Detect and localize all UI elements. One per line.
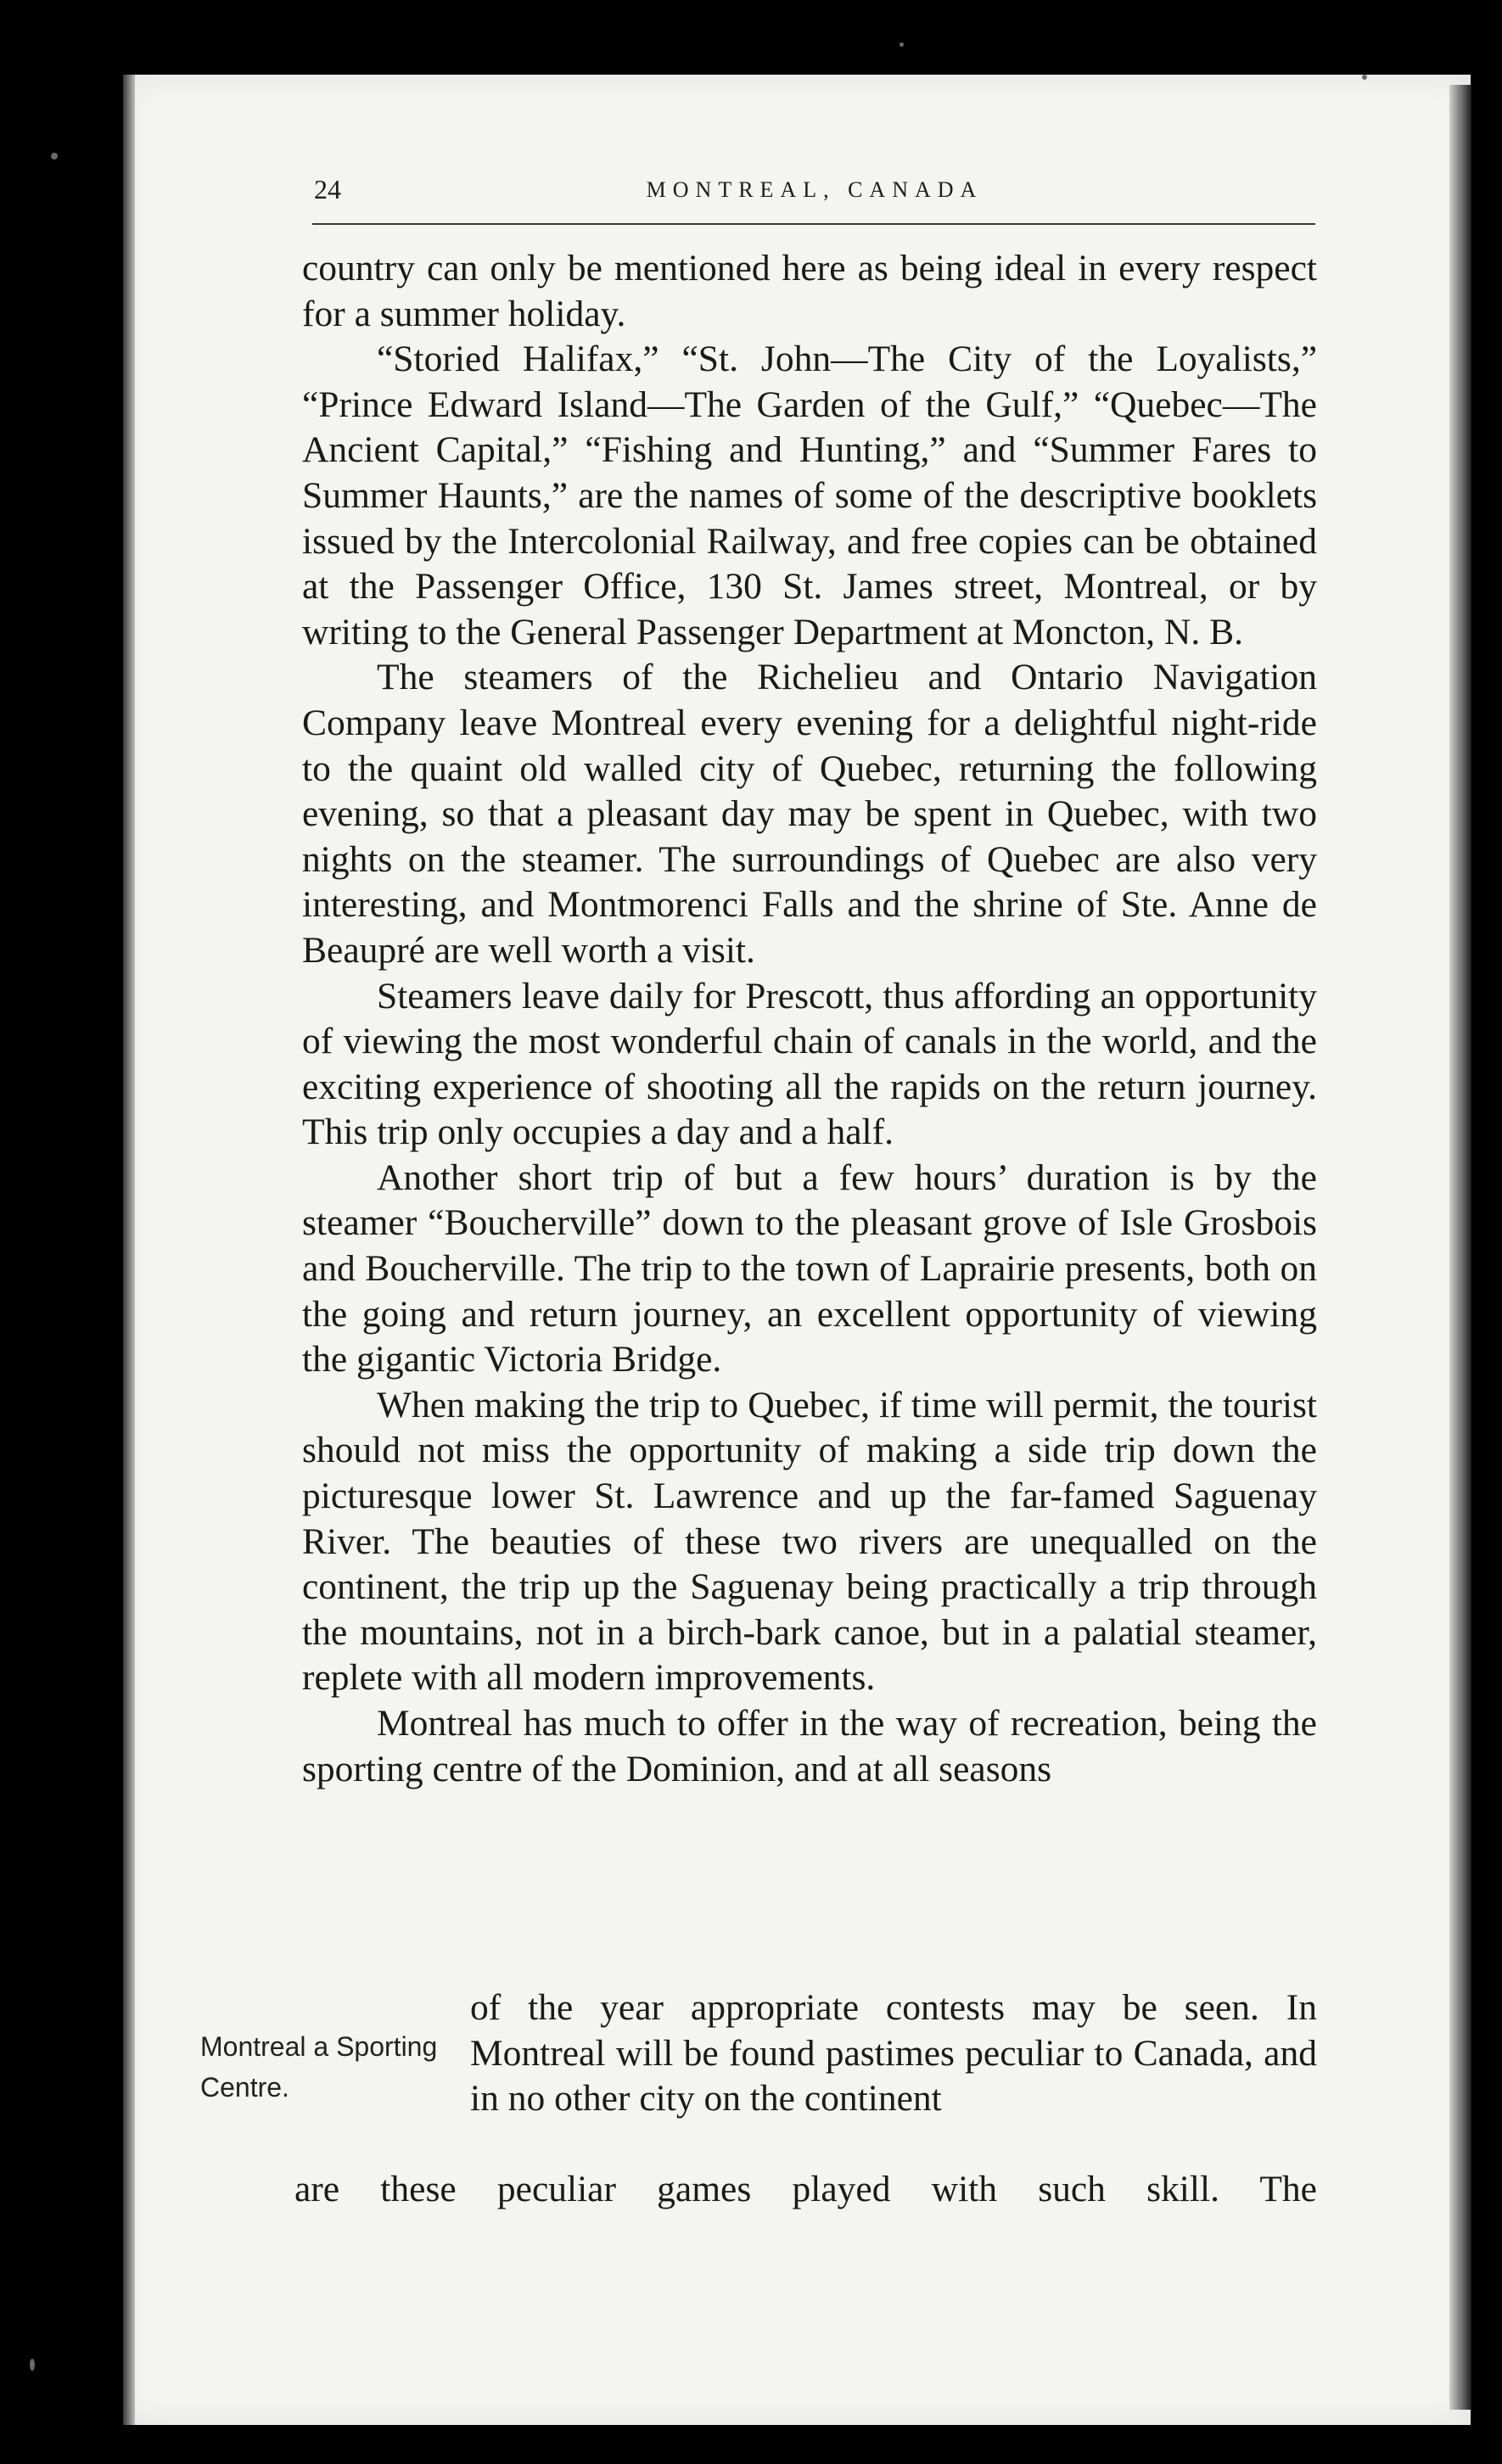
last-line: are these peculiar games played with such skill. The [294,2169,1317,2209]
paragraph: Another short trip of but a few hours’ duration is by the steamer “Boucherville” down to the pleasant grove of Isle Grosbois and Boucherville. The trip to the town of Laprairie presents, both on the going and return journey, an excellent opportunity of viewing the gigantic Victoria Bridge. [302,1156,1317,1380]
paragraph: “Storied Halifax,” “St. John—The City of the Loyalists,” “Prince Edward Island—The Garden of the Gulf,” “Quebec—The Ancient Capital,” “Fishing and Hunting,” and “Summer Fares to Summer Haunts,” are the names of some of the descriptive booklets issued by the Intercolonial Railway, and free copies can be obtained at the Passenger Office, 130 St. James street, Montreal, or by writing to the General Passenger Department at Moncton, N. B. [302,339,1317,652]
paragraph: The steamers of the Richelieu and Ontario Navigation Company leave Montreal every evening for a delightful night-ride to the quaint old walled city of Quebec, returning the following evening, so that a pleasant day may be spent in Quebec, with two nights on the steamer. The surroundings of Quebec are also very interesting, and Montmorenci Falls and the shrine of Ste. Anne de Beaupré are well worth a visit. [302,657,1317,971]
page-header [314,174,1315,208]
body-text [302,246,1317,1792]
page-right-edge [1449,85,1471,2410]
paragraph: Montreal has much to offer in the way of recreation, being the sporting centre of the Dominion, and at all seasons [302,1703,1317,1789]
sidenote-text: of the year appropriate contests may be seen. In Montreal will be found pastimes peculiar to Canada, and in no other city on the continent [470,1987,1317,2120]
scan-speck [30,2359,35,2371]
running-head: MONTREAL, CANADA [646,177,984,202]
header-rule [312,223,1315,225]
scan-speck [1362,75,1367,80]
page-left-edge [123,75,135,2425]
paragraph: When making the trip to Quebec, if time will permit, the tourist should not miss the opportunity of making a side trip down the picturesque lower St. Lawrence and up the far-famed Saguenay River. The beauties of these two rivers are unequalled on the continent, the trip up the Saguenay being practically a trip through the mountains, not in a birch-bark canoe, but in a palatial steamer, replete with all modern improvements. [302,1384,1317,1699]
sidenote-section [200,1985,1317,2209]
margin-note: Montreal a Sporting Centre. [200,2031,438,2103]
paragraph: Steamers leave daily for Prescott, thus affording an opportunity of viewing the most wonderful chain of canals in the world, and the exciting experience of shooting all the rapids on the return journey. This trip only occupies a day and a half. [302,975,1317,1153]
page-number: 24 [314,174,341,204]
scan-speck [51,153,58,160]
scan-speck [900,42,904,47]
paragraph: country can only be mentioned here as being ideal in every respect for a summer holiday. [302,248,1317,334]
